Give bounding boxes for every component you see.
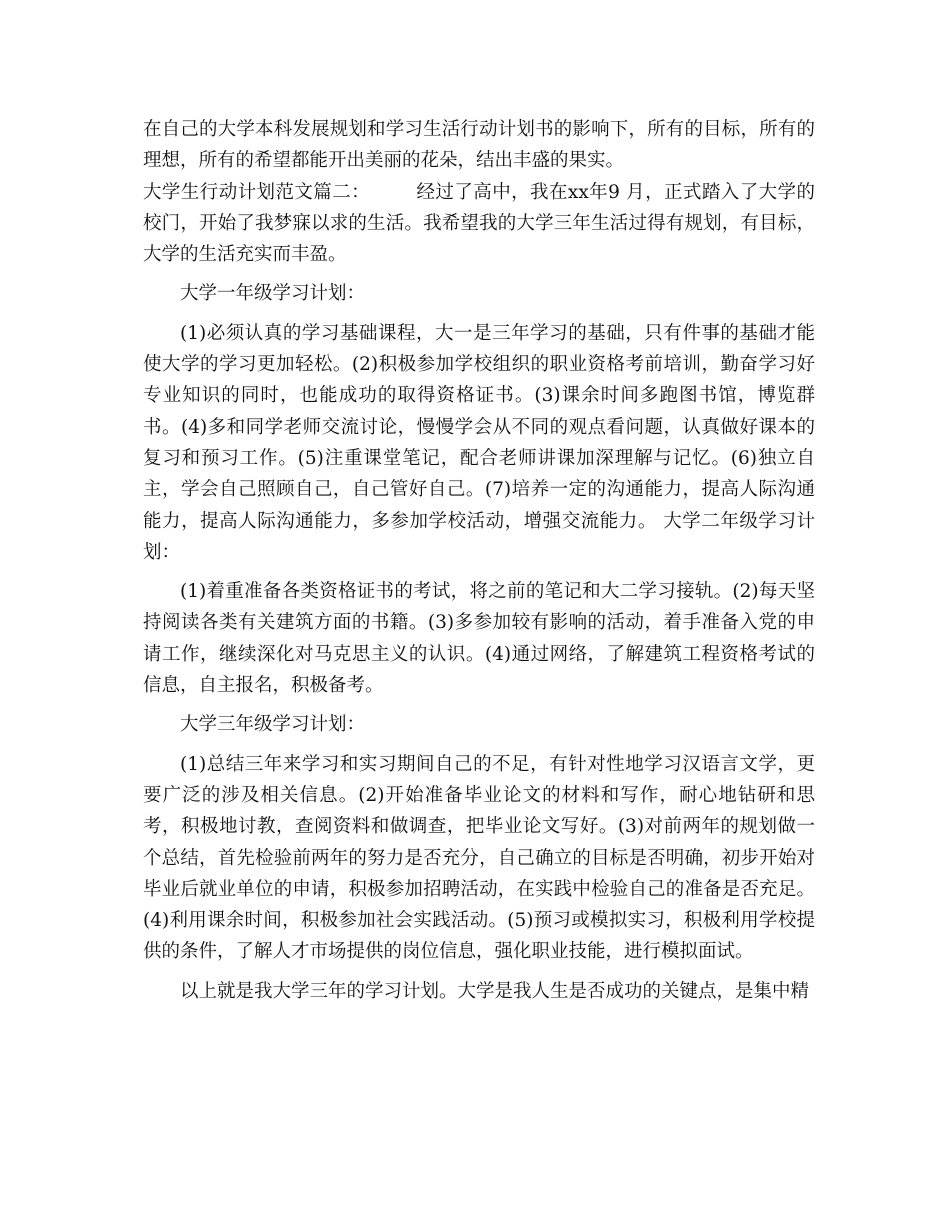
year3-plan-paragraph: (1)总结三年来学习和实习期间自己的不足，有针对性地学习汉语言文学，更要广泛的涉及相关信息。(2)开始准备毕业论文的材料和写作，耐心地钻研和思考，积极地讨教，查阅资料和做调查，把毕业论文写好。(3)对前两年的规划做一个总结，首先检验前两年的努力是否充分，自己确立的目标是否明确，初步开始对毕业后就业单位的申请，积极参加招聘活动，在实践中检验自己的准备是否充足。(4)利用课余时间，积极参加社会实践活动。(5)预习或模拟实习，积极利用学校提供的条件，了解人才市场提供的岗位信息，强化职业技能，进行模拟面试。: [143, 753, 815, 963]
section-intro-text: 经过了高中，我在xx年9 月，正式踏入了大学的校门，开始了我梦寐以求的生活。我希望我的大学三年生活过得有规划，有目标，大学的生活充实而丰盈。: [143, 181, 815, 266]
year2-plan-paragraph: (1)着重准备各类资格证书的考试，将之前的笔记和大二学习接轨。(2)每天坚持阅读各类有关建筑方面的书籍。(3)多参加较有影响的活动，着手准备入党的申请工作，继续深化对马克思主义的认识。(4)通过网络，了解建筑工程资格考试的信息，自主报名，积极备考。: [143, 581, 815, 697]
intro-paragraph: 在自己的大学本科发展规划和学习生活行动计划书的影响下，所有的目标，所有的理想，所有的希望都能开出美丽的花朵，结出丰盛的果实。: [143, 119, 815, 172]
year1-heading: 大学一年级学习计划：: [180, 283, 366, 305]
year1-plan-paragraph: (1)必须认真的学习基础课程，大一是三年学习的基础，只有件事的基础才能使大学的学习更加轻松。(2)积极参加学校组织的职业资格考前培训，勤奋学习好专业知识的同时，也能成功的取得资格证书。(3)课余时间多跑图书馆，博览群书。(4)多和同学老师交流讨论，慢慢学会从不同的观点看问题，认真做好课本的复习和预习工作。(5)注重课堂笔记，配合老师讲课加深理解与记忆。(6)独立自主，学会自己照顾自己，自己管好自己。(7)培养一定的沟通能力，提高人际沟通能力，提高人际沟通能力，多参加学校活动，增强交流能力。 大学二年级学习计划：: [143, 322, 815, 563]
document-body: [143, 114, 815, 1007]
section-intro-paragraph: [143, 177, 815, 271]
conclusion-paragraph: 以上就是我大学三年的学习计划。大学是我人生是否成功的关键点，是集中精: [180, 980, 810, 1002]
section-title: 大学生行动计划范文篇二：: [143, 181, 371, 203]
year3-heading: 大学三年级学习计划：: [180, 714, 366, 736]
